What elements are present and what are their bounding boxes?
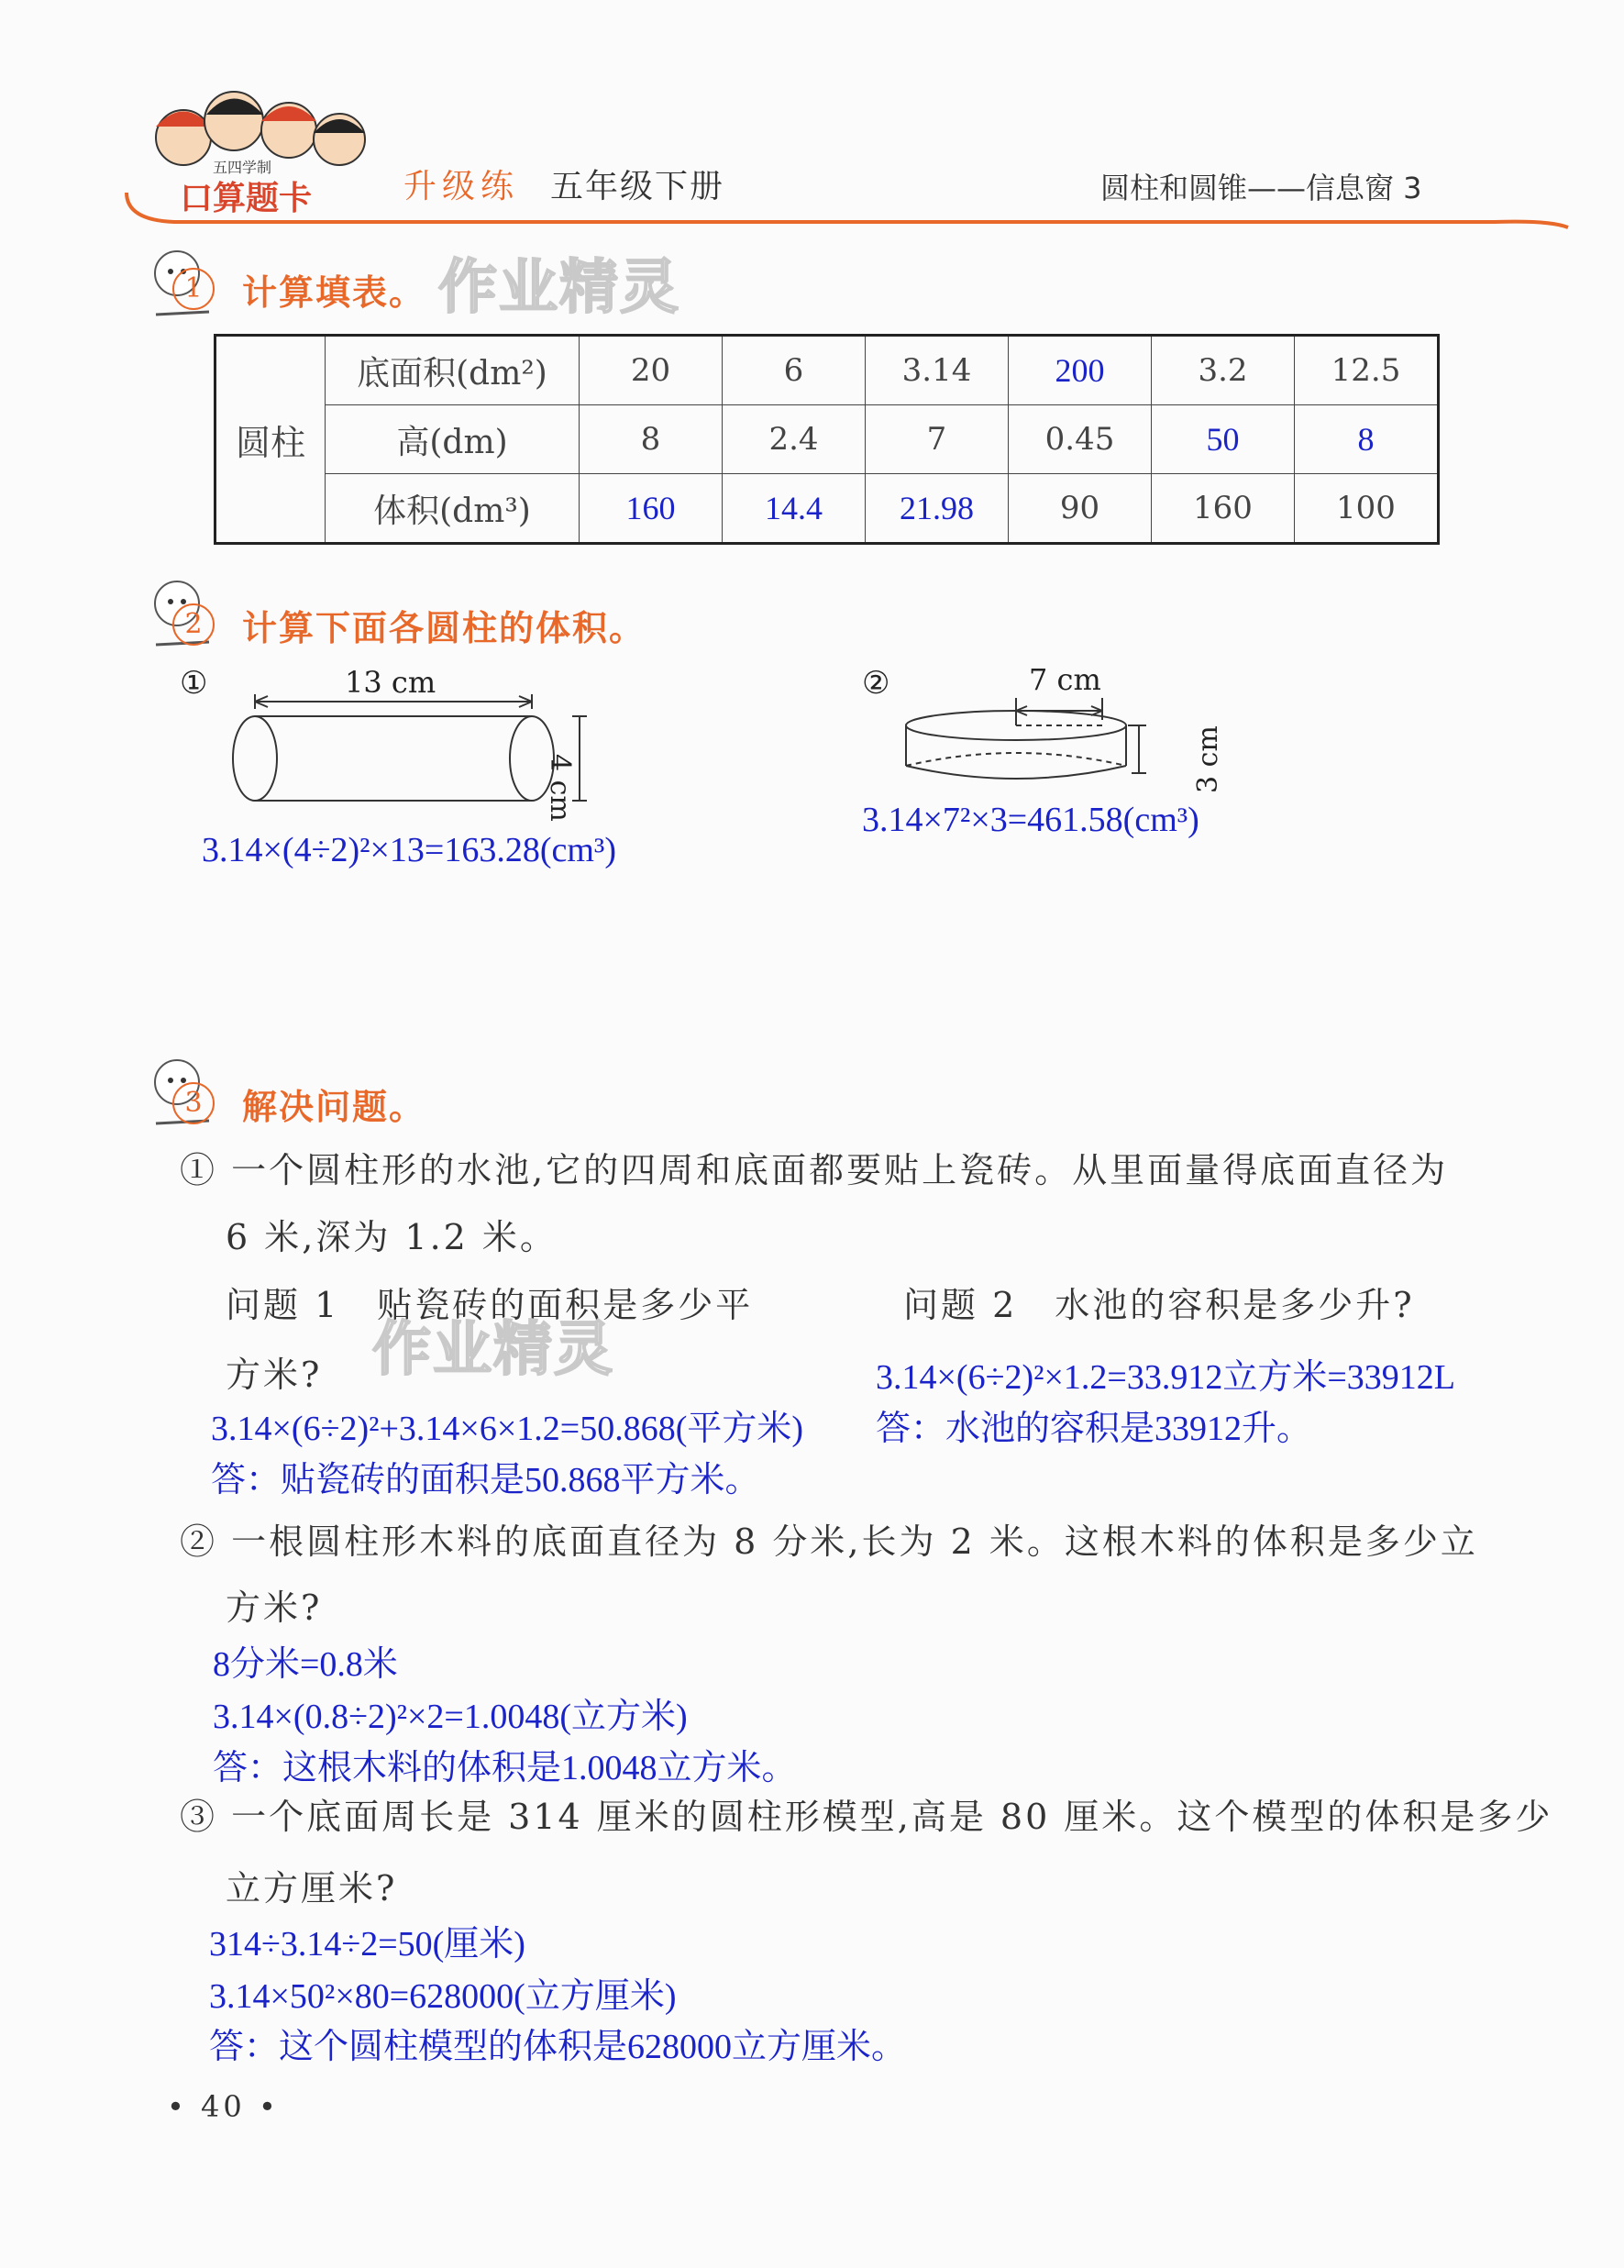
table-cell-answer: 8 <box>1295 405 1439 474</box>
figure-2-label: ② <box>862 665 890 702</box>
figure-2-height: 3 cm <box>1192 725 1224 793</box>
problem-3-line-1: ③ 一个底面周长是 314 厘米的圆柱形模型,高是 80 厘米。这个模型的体积是多少 <box>180 1797 1553 1837</box>
table-cell-answer: 21.98 <box>866 474 1009 544</box>
header-divider-line <box>119 183 1586 238</box>
problem-1-q2-answer-text: 答：水池的容积是33912升。 <box>876 1410 1312 1448</box>
row-label: 圆柱 <box>215 336 326 544</box>
table-row <box>215 405 1439 474</box>
table-cell: 0.45 <box>1009 405 1152 474</box>
header-volume: 体积(dm³) <box>326 474 580 544</box>
problem-2-answer-1: 8分米=0.8米 <box>213 1645 398 1684</box>
table-cell-answer: 50 <box>1152 405 1295 474</box>
problem-3-answer-3: 答：这个圆柱模型的体积是628000立方厘米。 <box>209 2028 907 2066</box>
section-3-title: 解决问题。 <box>242 1087 426 1127</box>
table-row <box>215 474 1439 544</box>
problem-1-question-1-cont: 方米? <box>226 1355 323 1395</box>
table-cell-answer: 160 <box>580 474 723 544</box>
problem-1-line-2: 6 米,深为 1.2 米。 <box>226 1217 558 1257</box>
section-number-1: 1 <box>172 268 215 310</box>
figure-1-length: 13 cm <box>345 665 436 700</box>
chapter-label: 圆柱和圆锥——信息窗 3 <box>1100 171 1422 205</box>
section-1-title: 计算填表。 <box>242 272 426 313</box>
figure-1-label: ① <box>180 665 208 702</box>
table-cell: 2.4 <box>723 405 866 474</box>
header-base-area: 底面积(dm²) <box>326 336 580 405</box>
figure-1-answer: 3.14×(4÷2)²×13=163.28(cm³) <box>202 831 616 869</box>
problem-1-q1-answer-calc: 3.14×(6÷2)²+3.14×6×1.2=50.868(平方米) <box>211 1410 804 1448</box>
table-cell: 90 <box>1009 474 1152 544</box>
table-cell: 6 <box>723 336 866 405</box>
header-height: 高(dm) <box>326 405 580 474</box>
table-cell: 160 <box>1152 474 1295 544</box>
table-cell: 20 <box>580 336 723 405</box>
problem-1-question-2: 问题 2 水池的容积是多少升? <box>903 1285 1415 1325</box>
logo-subtitle: 五四学制 <box>213 159 272 176</box>
table-cell: 12.5 <box>1295 336 1439 405</box>
problem-3-line-2: 立方厘米? <box>226 1868 398 1908</box>
problem-3-answer-2: 3.14×50²×80=628000(立方厘米) <box>209 1977 677 2016</box>
figure-2-radius: 7 cm <box>1029 662 1101 697</box>
problem-2-line-1: ② 一根圆柱形木料的底面直径为 8 分米,长为 2 米。这根木料的体积是多少立 <box>180 1521 1478 1562</box>
problem-2-line-2: 方米? <box>226 1588 323 1628</box>
logo-title: 口算题卡 <box>180 180 313 217</box>
problem-2-answer-2: 3.14×(0.8÷2)²×2=1.0048(立方米) <box>213 1698 688 1736</box>
problem-1-q2-answer-calc: 3.14×(6÷2)²×1.2=33.912立方米=33912L <box>876 1358 1455 1397</box>
problem-1-question-1: 问题 1 贴瓷砖的面积是多少平 <box>226 1285 754 1325</box>
figure-2-answer: 3.14×7²×3=461.58(cm³) <box>862 801 1199 839</box>
section-number-3: 3 <box>172 1082 215 1124</box>
cylinder-figure-2 <box>899 692 1192 802</box>
table-cell-answer: 200 <box>1009 336 1152 405</box>
grade-label: 五年级下册 <box>550 168 725 205</box>
volume-table <box>214 334 1440 545</box>
problem-2-answer-3: 答：这根木料的体积是1.0048立方米。 <box>213 1749 797 1787</box>
table-cell: 100 <box>1295 474 1439 544</box>
problem-3-answer-1: 314÷3.14÷2=50(厘米) <box>209 1925 525 1964</box>
watermark-2: 作业精灵 <box>372 1316 614 1384</box>
table-row <box>215 336 1439 405</box>
table-cell-answer: 14.4 <box>723 474 866 544</box>
figure-1-diameter: 4 cm <box>544 754 576 822</box>
page-number: • 40 • <box>167 2089 280 2124</box>
table-cell: 3.14 <box>866 336 1009 405</box>
watermark-1: 作业精灵 <box>438 254 680 322</box>
table-cell: 7 <box>866 405 1009 474</box>
table-cell: 8 <box>580 405 723 474</box>
problem-1-q1-answer-text: 答：贴瓷砖的面积是50.868平方米。 <box>211 1461 760 1499</box>
series-name: 升级练 <box>403 168 520 205</box>
section-2-title: 计算下面各圆柱的体积。 <box>242 608 646 648</box>
section-number-2: 2 <box>172 603 215 646</box>
problem-1-line-1: ① 一个圆柱形的水池,它的四周和底面都要贴上瓷砖。从里面量得底面直径为 <box>180 1150 1449 1190</box>
table-cell: 3.2 <box>1152 336 1295 405</box>
